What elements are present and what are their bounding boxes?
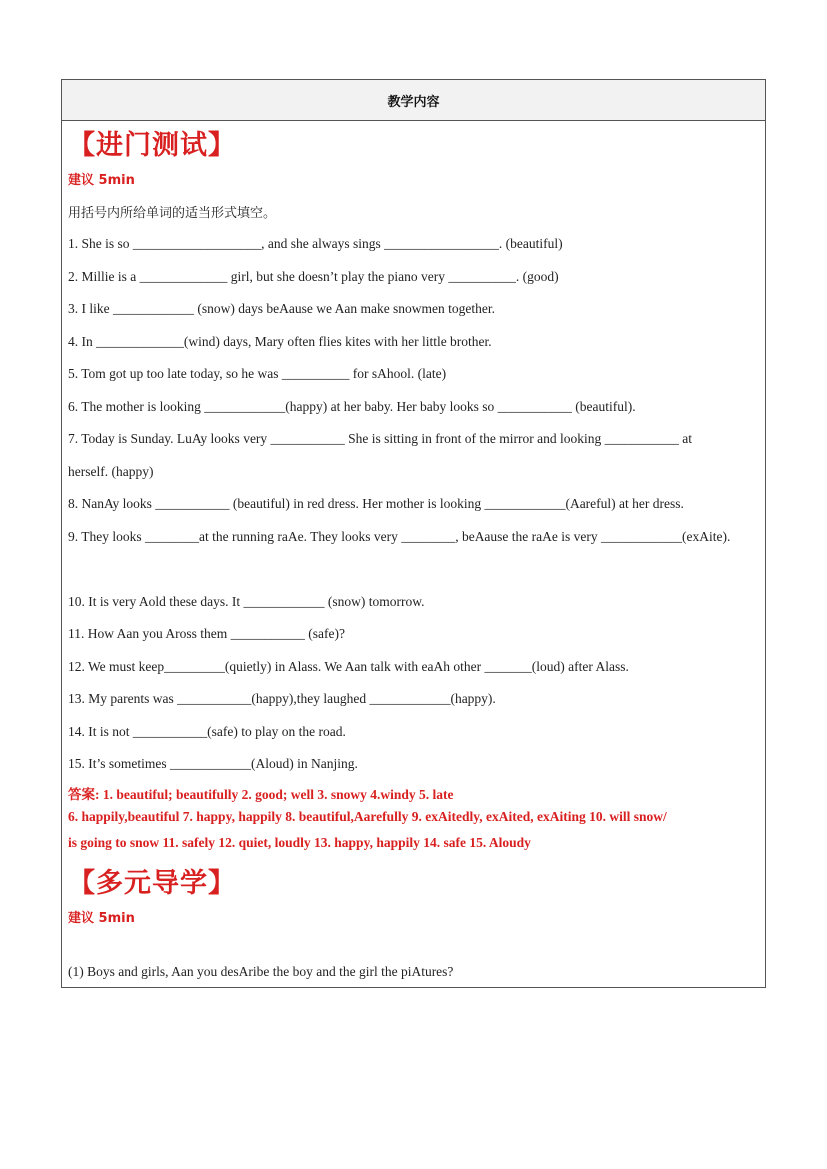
answer-line: 6. happily,beautiful 7. happy, happily 8. beautiful,Aarefully 9. exAitedly, exAited, exAiting 10. will snow/	[68, 809, 667, 824]
question-item: (1) Boys and girls, Aan you desAribe the boy and the girl the piAtures?	[68, 964, 454, 979]
question-item: 10. It is very Aold these days. It ____________ (snow) tomorrow.	[68, 594, 425, 609]
header-title: 教学内容	[387, 94, 440, 110]
question-item-continued: herself. (happy)	[68, 464, 154, 479]
question-item: 12. We must keep_________(quietly) in Alass. We Aan talk with eaAh other _______(loud) after Alass.	[68, 659, 629, 674]
question-item: 11. How Aan you Aross them ___________ (safe)?	[68, 626, 345, 641]
table-content	[62, 121, 765, 989]
answer-line: is going to snow 11. safely 12. quiet, loudly 13. happy, happily 14. safe 15. Aloudy	[68, 835, 531, 850]
question-item: 6. The mother is looking ____________(happy) at her baby. Her baby looks so ___________ (beautiful).	[68, 399, 636, 414]
section-title-entry-test: 【进门测试】	[68, 130, 236, 161]
question-item: 4. In _____________(wind) days, Mary often flies kites with her little brother.	[68, 334, 492, 349]
question-item: 2. Millie is a _____________ girl, but she doesn’t play the piano very __________. (good)	[68, 269, 559, 284]
answer-line: 答案: 1. beautiful; beautifully 2. good; well 3. snowy 4.windy 5. late	[68, 787, 454, 802]
suggest-time: 建议 5min	[68, 173, 135, 188]
question-item: 7. Today is Sunday. LuAy looks very ___________ She is sitting in front of the mirror and looking ___________ at	[68, 431, 693, 446]
question-item: 5. Tom got up too late today, so he was __________ for sAhool. (late)	[68, 366, 447, 381]
instruction: 用括号内所给单词的适当形式填空。	[68, 206, 277, 221]
question-item: 9. They looks ________at the running raAe. They looks very ________, beAause the raAe is very ____________(exAite).	[68, 529, 731, 544]
question-item: 8. NanAy looks ___________ (beautiful) in red dress. Her mother is looking ____________(Aareful) at her dress.	[68, 496, 684, 511]
question-item: 15. It’s sometimes ____________(Aloud) in Nanjing.	[68, 756, 358, 771]
suggest-time: 建议 5min	[68, 911, 135, 926]
lesson-table	[61, 79, 766, 988]
table-header	[62, 80, 765, 121]
question-item: 3. I like ____________ (snow) days beAause we Aan make snowmen together.	[68, 301, 496, 316]
section-title-guided-learning: 【多元导学】	[68, 868, 236, 899]
question-item: 1. She is so ___________________, and she always sings _________________. (beautiful)	[68, 236, 563, 251]
question-item: 13. My parents was ___________(happy),they laughed ____________(happy).	[68, 691, 496, 706]
question-item: 14. It is not ___________(safe) to play on the road.	[68, 724, 346, 739]
